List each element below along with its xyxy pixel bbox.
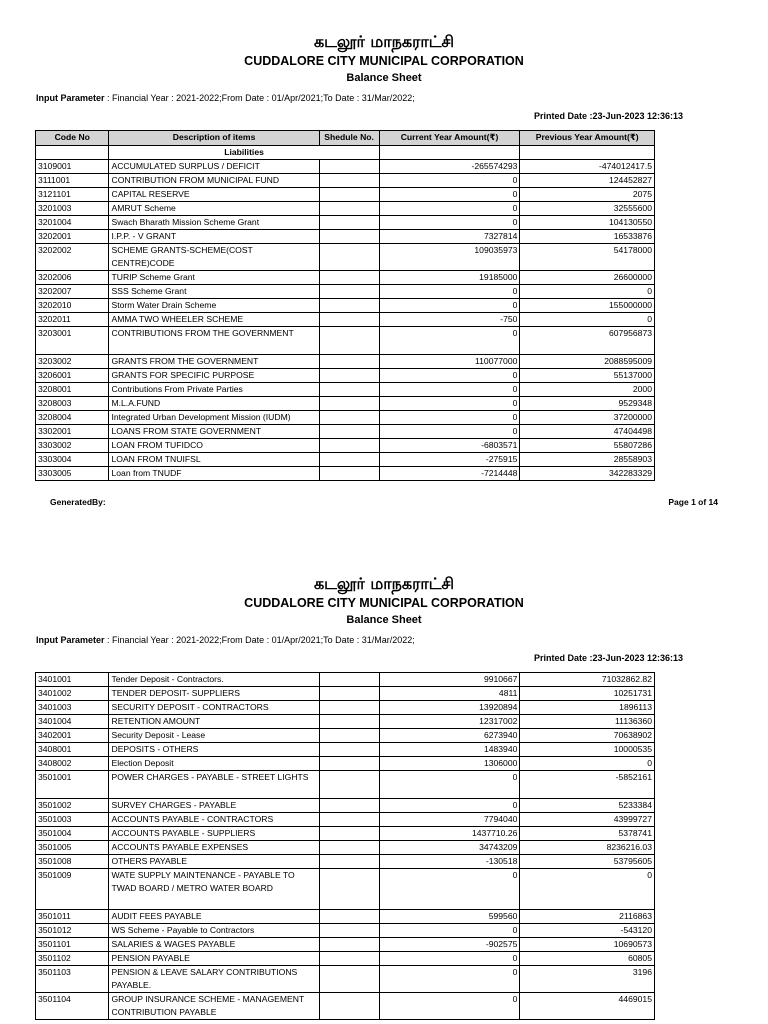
description-cell: GROUP INSURANCE SCHEME - MANAGEMENT CONTRIBUTION PAYABLE xyxy=(109,993,319,1020)
description-cell: M.L.A.FUND xyxy=(109,397,319,411)
current-year-amount: 0 xyxy=(379,771,520,799)
report-title: Balance Sheet xyxy=(346,72,422,84)
input-parameter-value: : Financial Year : 2021-2022;From Date : 01/Apr/2021;To Date : 31/Mar/2022; xyxy=(107,635,415,645)
table-row xyxy=(36,313,655,327)
description-cell: Contributions From Private Parties xyxy=(109,383,319,397)
table-row xyxy=(36,327,655,355)
schedule-cell xyxy=(319,757,379,771)
page-number: Page 1 of 14 xyxy=(668,497,718,507)
current-year-amount: -902575 xyxy=(379,938,520,952)
table-row xyxy=(36,952,655,966)
report-title: Balance Sheet xyxy=(346,614,422,626)
description-cell: PENSION & LEAVE SALARY CONTRIBUTIONS PAYABLE. xyxy=(109,966,319,993)
previous-year-amount: 607956873 xyxy=(520,327,655,355)
description-cell: PENSION PAYABLE xyxy=(109,952,319,966)
table-row xyxy=(36,841,655,855)
table-row xyxy=(36,369,655,383)
current-year-amount: 0 xyxy=(379,369,520,383)
schedule-cell xyxy=(319,938,379,952)
table-row xyxy=(36,188,655,202)
table-row xyxy=(36,910,655,924)
schedule-cell xyxy=(319,993,379,1020)
code-cell: 3202011 xyxy=(36,313,109,327)
current-year-amount: 110077000 xyxy=(379,355,520,369)
previous-year-amount: 54178000 xyxy=(520,244,655,271)
schedule-cell xyxy=(319,285,379,299)
code-cell: 3501001 xyxy=(36,771,109,799)
schedule-cell xyxy=(319,160,379,174)
code-cell: 3303002 xyxy=(36,439,109,453)
previous-year-amount: 55137000 xyxy=(520,369,655,383)
column-header-schedule: Shedule No. xyxy=(319,131,379,146)
code-cell: 3408001 xyxy=(36,743,109,757)
code-cell: 3208004 xyxy=(36,411,109,425)
table-row xyxy=(36,244,655,271)
schedule-cell xyxy=(319,855,379,869)
code-cell: 3501103 xyxy=(36,966,109,993)
description-cell: AUDIT FEES PAYABLE xyxy=(109,910,319,924)
current-year-amount: 599560 xyxy=(379,910,520,924)
table-header-row xyxy=(36,131,655,146)
description-cell: AMMA TWO WHEELER SCHEME xyxy=(109,313,319,327)
current-year-amount: 1483940 xyxy=(379,743,520,757)
description-cell: Election Deposit xyxy=(109,757,319,771)
current-year-amount: -130518 xyxy=(379,855,520,869)
table-row xyxy=(36,355,655,369)
description-cell: ACCUMULATED SURPLUS / DEFICIT xyxy=(109,160,319,174)
previous-year-amount: 5233384 xyxy=(520,799,655,813)
table-row xyxy=(36,687,655,701)
current-year-amount: 0 xyxy=(379,869,520,910)
schedule-cell xyxy=(319,799,379,813)
code-cell: 3202006 xyxy=(36,271,109,285)
schedule-cell xyxy=(319,299,379,313)
schedule-cell xyxy=(319,174,379,188)
code-cell: 3501011 xyxy=(36,910,109,924)
table-row xyxy=(36,729,655,743)
code-cell: 3202010 xyxy=(36,299,109,313)
current-year-amount: 6273940 xyxy=(379,729,520,743)
description-cell: TENDER DEPOSIT- SUPPLIERS xyxy=(109,687,319,701)
current-year-amount: 4811 xyxy=(379,687,520,701)
table-row xyxy=(36,383,655,397)
code-cell: 3408002 xyxy=(36,757,109,771)
previous-year-amount: 5378741 xyxy=(520,827,655,841)
current-year-amount: 0 xyxy=(379,397,520,411)
schedule-cell xyxy=(319,729,379,743)
current-year-amount: -7214448 xyxy=(379,467,520,481)
code-cell: 3402001 xyxy=(36,729,109,743)
printed-date: Printed Date :23-Jun-2023 12:36:13 xyxy=(533,111,683,121)
previous-year-amount: 1896113 xyxy=(520,701,655,715)
table-row xyxy=(36,453,655,467)
previous-year-amount: 0 xyxy=(520,313,655,327)
current-year-amount: 0 xyxy=(379,188,520,202)
column-header-description: Description of items xyxy=(109,131,319,146)
table-row xyxy=(36,230,655,244)
current-year-amount: 0 xyxy=(379,966,520,993)
current-year-amount: -750 xyxy=(379,313,520,327)
description-cell: RETENTION AMOUNT xyxy=(109,715,319,729)
section-label: Liabilities xyxy=(109,146,379,160)
previous-year-amount: -474012417.5 xyxy=(520,160,655,174)
schedule-cell xyxy=(319,244,379,271)
table-row xyxy=(36,966,655,993)
code-cell: 3208003 xyxy=(36,397,109,411)
code-cell: 3202002 xyxy=(36,244,109,271)
previous-year-amount: 8236216.03 xyxy=(520,841,655,855)
previous-year-amount: 28558903 xyxy=(520,453,655,467)
input-parameter xyxy=(36,93,415,103)
current-year-amount: 109035973 xyxy=(379,244,520,271)
table-row xyxy=(36,411,655,425)
description-cell: TURIP Scheme Grant xyxy=(109,271,319,285)
code-cell: 3302001 xyxy=(36,425,109,439)
code-cell: 3501002 xyxy=(36,799,109,813)
description-cell: SCHEME GRANTS-SCHEME(COST CENTRE)CODE xyxy=(109,244,319,271)
previous-year-amount: 10251731 xyxy=(520,687,655,701)
current-year-amount: 0 xyxy=(379,993,520,1020)
current-year-amount: 0 xyxy=(379,425,520,439)
table-row xyxy=(36,701,655,715)
column-header-code: Code No xyxy=(36,131,109,146)
code-cell: 3303004 xyxy=(36,453,109,467)
description-cell: OTHERS PAYABLE xyxy=(109,855,319,869)
previous-year-amount: -543120 xyxy=(520,924,655,938)
generated-by: GeneratedBy: xyxy=(50,497,106,507)
current-year-amount: 0 xyxy=(379,327,520,355)
schedule-cell xyxy=(319,271,379,285)
current-year-amount: 7794040 xyxy=(379,813,520,827)
previous-year-amount: 71032862.82 xyxy=(520,673,655,687)
column-header-previous-year: Previous Year Amount(₹) xyxy=(520,131,655,146)
code-cell: 3501008 xyxy=(36,855,109,869)
previous-year-amount: 342283329 xyxy=(520,467,655,481)
description-cell: Security Deposit - Lease xyxy=(109,729,319,743)
schedule-cell xyxy=(319,910,379,924)
previous-year-amount: 37200000 xyxy=(520,411,655,425)
description-cell: SURVEY CHARGES - PAYABLE xyxy=(109,799,319,813)
table-row xyxy=(36,425,655,439)
description-cell: Tender Deposit - Contractors. xyxy=(109,673,319,687)
previous-year-amount: 11136360 xyxy=(520,715,655,729)
schedule-cell xyxy=(319,313,379,327)
description-cell: Integrated Urban Development Mission (IUDM) xyxy=(109,411,319,425)
previous-year-amount: 3196 xyxy=(520,966,655,993)
printed-date: Printed Date :23-Jun-2023 12:36:13 xyxy=(533,653,683,663)
description-cell: POWER CHARGES - PAYABLE - STREET LIGHTS xyxy=(109,771,319,799)
code-cell: 3501104 xyxy=(36,993,109,1020)
code-cell: 3303005 xyxy=(36,467,109,481)
schedule-cell xyxy=(319,230,379,244)
code-cell: 3203001 xyxy=(36,327,109,355)
schedule-cell xyxy=(319,966,379,993)
previous-year-amount: 2075 xyxy=(520,188,655,202)
description-cell: SECURITY DEPOSIT - CONTRACTORS xyxy=(109,701,319,715)
code-cell: 3121101 xyxy=(36,188,109,202)
table-row xyxy=(36,160,655,174)
schedule-cell xyxy=(319,924,379,938)
current-year-amount: 0 xyxy=(379,299,520,313)
schedule-cell xyxy=(319,827,379,841)
table-row xyxy=(36,813,655,827)
current-year-amount: -275915 xyxy=(379,453,520,467)
current-year-amount: 12317002 xyxy=(379,715,520,729)
previous-year-amount: 70638902 xyxy=(520,729,655,743)
description-cell: WS Scheme - Payable to Contractors xyxy=(109,924,319,938)
previous-year-amount: 9529348 xyxy=(520,397,655,411)
table-row xyxy=(36,799,655,813)
table-row xyxy=(36,397,655,411)
previous-year-amount: 0 xyxy=(520,869,655,910)
current-year-amount: 13920894 xyxy=(379,701,520,715)
description-cell: Storm Water Drain Scheme xyxy=(109,299,319,313)
previous-year-amount: 60805 xyxy=(520,952,655,966)
previous-year-amount: 10000535 xyxy=(520,743,655,757)
input-parameter-label: Input Parameter xyxy=(36,93,105,103)
corporation-name: CUDDALORE CITY MUNICIPAL CORPORATION xyxy=(244,596,524,610)
schedule-cell xyxy=(319,439,379,453)
table-row xyxy=(36,869,655,910)
previous-year-amount: 104130550 xyxy=(520,216,655,230)
description-cell: SALARIES & WAGES PAYABLE xyxy=(109,938,319,952)
balance-sheet-table xyxy=(35,672,655,1020)
schedule-cell xyxy=(319,369,379,383)
description-cell: ACCOUNTS PAYABLE EXPENSES xyxy=(109,841,319,855)
code-cell: 3203002 xyxy=(36,355,109,369)
current-year-amount: 9910667 xyxy=(379,673,520,687)
current-year-amount: -6803571 xyxy=(379,439,520,453)
code-cell: 3202001 xyxy=(36,230,109,244)
description-cell: CONTRIBUTION FROM MUNICIPAL FUND xyxy=(109,174,319,188)
current-year-amount: 0 xyxy=(379,174,520,188)
current-year-amount: 0 xyxy=(379,202,520,216)
table-row xyxy=(36,743,655,757)
tamil-title: கடலூர் மாநகராட்சி xyxy=(313,574,455,593)
code-cell: 3208001 xyxy=(36,383,109,397)
description-cell: LOANS FROM STATE GOVERNMENT xyxy=(109,425,319,439)
description-cell: ACCOUNTS PAYABLE - SUPPLIERS xyxy=(109,827,319,841)
current-year-amount: 0 xyxy=(379,216,520,230)
current-year-amount: 0 xyxy=(379,924,520,938)
code-cell: 3401003 xyxy=(36,701,109,715)
description-cell: DEPOSITS - OTHERS xyxy=(109,743,319,757)
description-cell: LOAN FROM TUFIDCO xyxy=(109,439,319,453)
previous-year-amount: 0 xyxy=(520,285,655,299)
description-cell: Loan from TNUDF xyxy=(109,467,319,481)
table-row xyxy=(36,993,655,1020)
description-cell: I.P.P. - V GRANT xyxy=(109,230,319,244)
previous-year-amount: 124452827 xyxy=(520,174,655,188)
previous-year-amount: 55807286 xyxy=(520,439,655,453)
previous-year-amount: 53795605 xyxy=(520,855,655,869)
previous-year-amount: 4469015 xyxy=(520,993,655,1020)
current-year-amount: 7327814 xyxy=(379,230,520,244)
schedule-cell xyxy=(319,411,379,425)
schedule-cell xyxy=(319,453,379,467)
code-cell: 3501009 xyxy=(36,869,109,910)
code-cell: 3501005 xyxy=(36,841,109,855)
current-year-amount: 0 xyxy=(379,383,520,397)
schedule-cell xyxy=(319,425,379,439)
schedule-cell xyxy=(319,841,379,855)
table-row xyxy=(36,299,655,313)
schedule-cell xyxy=(319,216,379,230)
previous-year-amount: 0 xyxy=(520,757,655,771)
current-year-amount: 34743209 xyxy=(379,841,520,855)
current-year-amount: 0 xyxy=(379,411,520,425)
table-row xyxy=(36,771,655,799)
corporation-name: CUDDALORE CITY MUNICIPAL CORPORATION xyxy=(244,54,524,68)
section-row xyxy=(36,146,655,160)
schedule-cell xyxy=(319,467,379,481)
input-parameter-label: Input Parameter xyxy=(36,635,105,645)
code-cell: 3401001 xyxy=(36,673,109,687)
description-cell: GRANTS FOR SPECIFIC PURPOSE xyxy=(109,369,319,383)
current-year-amount: 0 xyxy=(379,952,520,966)
schedule-cell xyxy=(319,188,379,202)
previous-year-amount: 10690573 xyxy=(520,938,655,952)
schedule-cell xyxy=(319,715,379,729)
schedule-cell xyxy=(319,687,379,701)
current-year-amount: -265574293 xyxy=(379,160,520,174)
schedule-cell xyxy=(319,743,379,757)
schedule-cell xyxy=(319,701,379,715)
schedule-cell xyxy=(319,383,379,397)
schedule-cell xyxy=(319,355,379,369)
table-row xyxy=(36,673,655,687)
code-cell: 3501102 xyxy=(36,952,109,966)
code-cell: 3401004 xyxy=(36,715,109,729)
current-year-amount: 1437710.26 xyxy=(379,827,520,841)
previous-year-amount: 26600000 xyxy=(520,271,655,285)
code-cell: 3201003 xyxy=(36,202,109,216)
table-row xyxy=(36,439,655,453)
code-cell: 3501101 xyxy=(36,938,109,952)
description-cell: ACCOUNTS PAYABLE - CONTRACTORS xyxy=(109,813,319,827)
column-header-current-year: Current Year Amount(₹) xyxy=(379,131,520,146)
schedule-cell xyxy=(319,813,379,827)
schedule-cell xyxy=(319,869,379,910)
table-row xyxy=(36,757,655,771)
schedule-cell xyxy=(319,673,379,687)
code-cell: 3109001 xyxy=(36,160,109,174)
table-row xyxy=(36,285,655,299)
code-cell: 3206001 xyxy=(36,369,109,383)
code-cell: 3202007 xyxy=(36,285,109,299)
description-cell: Swach Bharath Mission Scheme Grant xyxy=(109,216,319,230)
schedule-cell xyxy=(319,952,379,966)
schedule-cell xyxy=(319,771,379,799)
table-row xyxy=(36,202,655,216)
current-year-amount: 0 xyxy=(379,285,520,299)
description-cell: GRANTS FROM THE GOVERNMENT xyxy=(109,355,319,369)
code-cell: 3401002 xyxy=(36,687,109,701)
input-parameter xyxy=(36,635,415,645)
table-row xyxy=(36,827,655,841)
balance-sheet-table xyxy=(35,130,655,481)
code-cell: 3501004 xyxy=(36,827,109,841)
previous-year-amount: 32555600 xyxy=(520,202,655,216)
code-cell: 3111001 xyxy=(36,174,109,188)
table-row xyxy=(36,216,655,230)
input-parameter-value: : Financial Year : 2021-2022;From Date : 01/Apr/2021;To Date : 31/Mar/2022; xyxy=(107,93,415,103)
description-cell: LOAN FROM TNUIFSL xyxy=(109,453,319,467)
previous-year-amount: 2000 xyxy=(520,383,655,397)
current-year-amount: 19185000 xyxy=(379,271,520,285)
table-row xyxy=(36,938,655,952)
description-cell: CAPITAL RESERVE xyxy=(109,188,319,202)
previous-year-amount: 43999727 xyxy=(520,813,655,827)
previous-year-amount: -5852161 xyxy=(520,771,655,799)
table-row xyxy=(36,174,655,188)
schedule-cell xyxy=(319,397,379,411)
description-cell: AMRUT Scheme xyxy=(109,202,319,216)
table-row xyxy=(36,715,655,729)
schedule-cell xyxy=(319,202,379,216)
previous-year-amount: 155000000 xyxy=(520,299,655,313)
table-row xyxy=(36,855,655,869)
code-cell: 3201004 xyxy=(36,216,109,230)
previous-year-amount: 16533876 xyxy=(520,230,655,244)
tamil-title: கடலூர் மாநகராட்சி xyxy=(313,32,455,51)
table-row xyxy=(36,467,655,481)
code-cell: 3501003 xyxy=(36,813,109,827)
previous-year-amount: 2116863 xyxy=(520,910,655,924)
previous-year-amount: 2088595009 xyxy=(520,355,655,369)
current-year-amount: 0 xyxy=(379,799,520,813)
table-row xyxy=(36,924,655,938)
description-cell: SSS Scheme Grant xyxy=(109,285,319,299)
description-cell: WATE SUPPLY MAINTENANCE - PAYABLE TO TWAD BOARD / METRO WATER BOARD xyxy=(109,869,319,910)
previous-year-amount: 47404498 xyxy=(520,425,655,439)
table-row xyxy=(36,271,655,285)
schedule-cell xyxy=(319,327,379,355)
current-year-amount: 1306000 xyxy=(379,757,520,771)
description-cell: CONTRIBUTIONS FROM THE GOVERNMENT xyxy=(109,327,319,355)
code-cell: 3501012 xyxy=(36,924,109,938)
